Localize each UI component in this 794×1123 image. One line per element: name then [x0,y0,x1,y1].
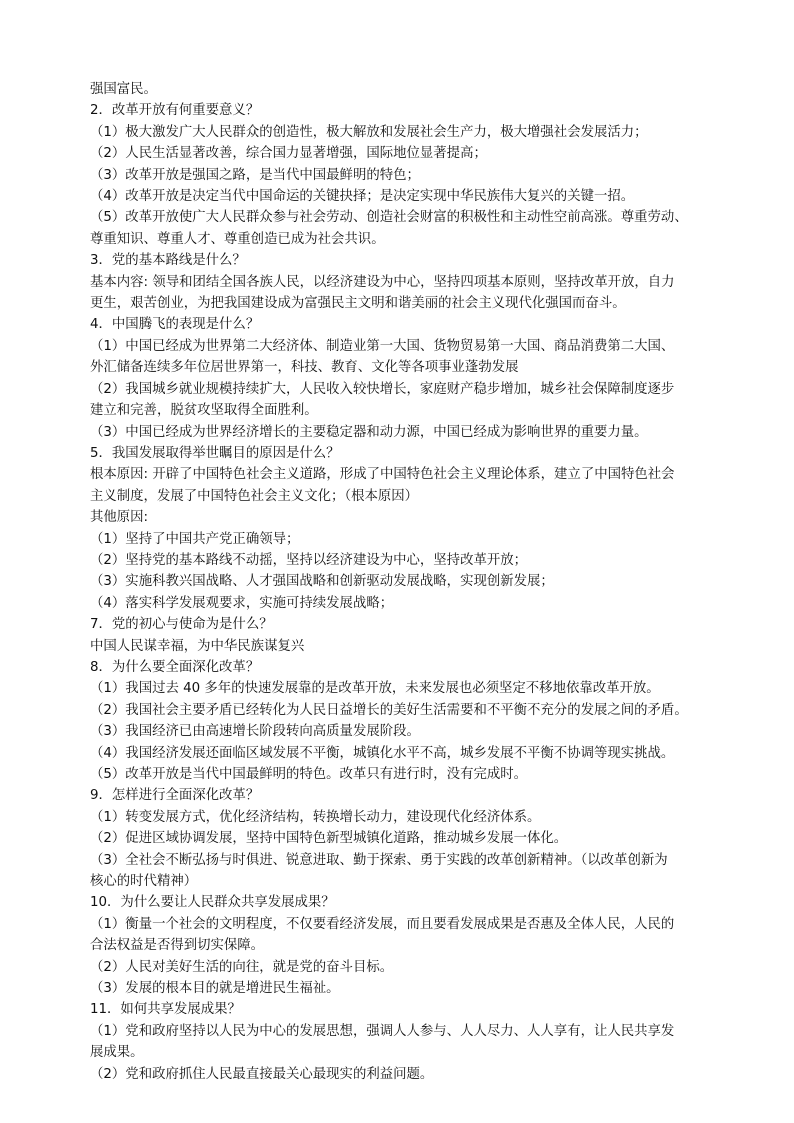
text-line: 合法权益是否得到切实保障。 [90,938,265,954]
text-line: （3）全社会不断弘扬与时俱进、锐意进取、勤于探索、勇于实践的改革创新精神。（以改革创新为 [90,852,668,868]
text-line: 建立和完善，脱贫攻坚取得全面胜利。 [90,403,318,419]
text-line: 7．党的初心与使命为是什么？ [90,617,273,633]
text-line: （3）实施科教兴国战略、人才强国战略和创新驱动发展战略，实现创新发展； [90,574,554,590]
text-line: （1）中国已经成为世界第二大经济体、制造业第一大国、货物贸易第一大国、商品消费第二大国、 [90,338,675,354]
text-line: （1）坚持了中国共产党正确领导； [90,531,300,547]
text-line: 9．怎样进行全面深化改革？ [90,788,260,804]
text-line: （2）党和政府抓住人民最直接最关心最现实的利益问题。 [90,1066,434,1082]
text-line: （4）改革开放是决定当代中国命运的关键抉择；是决定实现中华民族伟大复兴的关键一招。 [90,189,635,205]
text-line: （3）发展的根本目的就是增进民生福祉。 [90,981,340,997]
text-line: 其他原因: [90,510,149,526]
text-line: （2）促进区域协调发展，坚持中国特色新型城镇化道路，推动城乡发展一体化。 [90,831,568,847]
text-line: （3）改革开放是强国之路，是当代中国最鲜明的特色； [90,167,420,183]
text-line: 外汇储备连续多年位居世界第一，科技、教育、文化等各项事业蓬勃发展 [90,360,519,376]
text-line: 根本原因: 开辟了中国特色社会主义道路，形成了中国特色社会主义理论体系，建立了中国特色社会 [90,467,675,483]
text-line: （2）坚持党的基本路线不动摇，坚持以经济建设为中心，坚持改革开放； [90,552,528,568]
text-line: （3）我国经济已由高速增长阶段转向高质量发展阶段。 [90,724,420,740]
text-line: （1）党和政府坚持以人民为中心的发展思想，强调人人参与、人人尽力、人人享有，让人民共享发 [90,1023,675,1039]
text-line: （5）改革开放是当代中国最鲜明的特色。改革只有进行时，没有完成时。 [90,767,528,782]
text-line: （1）极大激发广大人民群众的创造性，极大解放和发展社会生产力，极大增强社会发展活力； [90,124,648,140]
text-line: 主义制度，发展了中国特色社会主义文化；（根本原因） [90,488,419,504]
text-line: （2）我国城乡就业规模持续扩大，人民收入较快增长，家庭财产稳步增加，城乡社会保障制度逐步 [90,381,675,397]
text-line: （1）转变发展方式，优化经济结构，转换增长动力，建设现代化经济体系。 [90,809,541,825]
text-line: （4）落实科学发展观要求，实施可持续发展战略； [90,595,394,611]
text-line: 核心的时代精神） [90,874,198,890]
text-line: 10．为什么要让人民群众共享发展成果？ [90,895,335,911]
text-line: 2．改革开放有何重要意义？ [90,103,260,119]
text-line: 中国人民谋幸福，为中华民族谋复兴 [90,638,305,654]
text-line: 展成果。 [90,1045,144,1061]
text-line: （1）衡量一个社会的文明程度，不仅要看经济发展，而且要看发展成果是否惠及全体人民，人民的 [90,916,675,932]
text-line: （3）中国已经成为世界经济增长的主要稳定器和动力源，中国已经成为影响世界的重要力量。 [90,424,648,440]
text-line: （2）我国社会主要矛盾已经转化为人民日益增长的美好生活需要和不平衡不充分的发展之间的矛盾。 [90,702,688,718]
text-line: 强国富民。 [90,82,157,97]
text-line: 8．为什么要全面深化改革？ [90,659,260,675]
text-line: 更生，艰苦创业，为把我国建设成为富强民主文明和谐美丽的社会主义现代化强国而奋斗。 [90,296,626,312]
text-line: 基本内容: 领导和团结全国各族人民，以经济建设为中心，坚持四项基本原则，坚持改革开放，自力 [90,274,675,290]
text-line: （2）人民对美好生活的向往，就是党的奋斗目标。 [90,959,394,975]
text-line: （2）人民生活显著改善，综合国力显著增强，国际地位显著提高； [90,146,487,162]
text-line: 4．中国腾飞的表现是什么？ [90,317,260,333]
text-line: （1）我国过去 40 多年的快速发展靠的是改革开放，未来发展也必须坚定不移地依靠改革开放。 [90,681,660,697]
text-line: 11．如何共享发展成果？ [90,1002,241,1018]
text-line: （5）改革开放使广大人民群众参与社会劳动、创造社会财富的积极性和主动性空前高涨。尊重劳动、 [90,210,688,226]
text-line: 5．我国发展取得举世瞩目的原因是什么？ [90,445,340,461]
text-line: 3．党的基本路线是什么？ [90,253,246,269]
text-line: 尊重知识、尊重人才、尊重创造已成为社会共识。 [90,231,385,247]
text-line: （4）我国经济发展还面临区域发展不平衡，城镇化水平不高，城乡发展不平衡不协调等现实挑战。 [90,745,675,761]
